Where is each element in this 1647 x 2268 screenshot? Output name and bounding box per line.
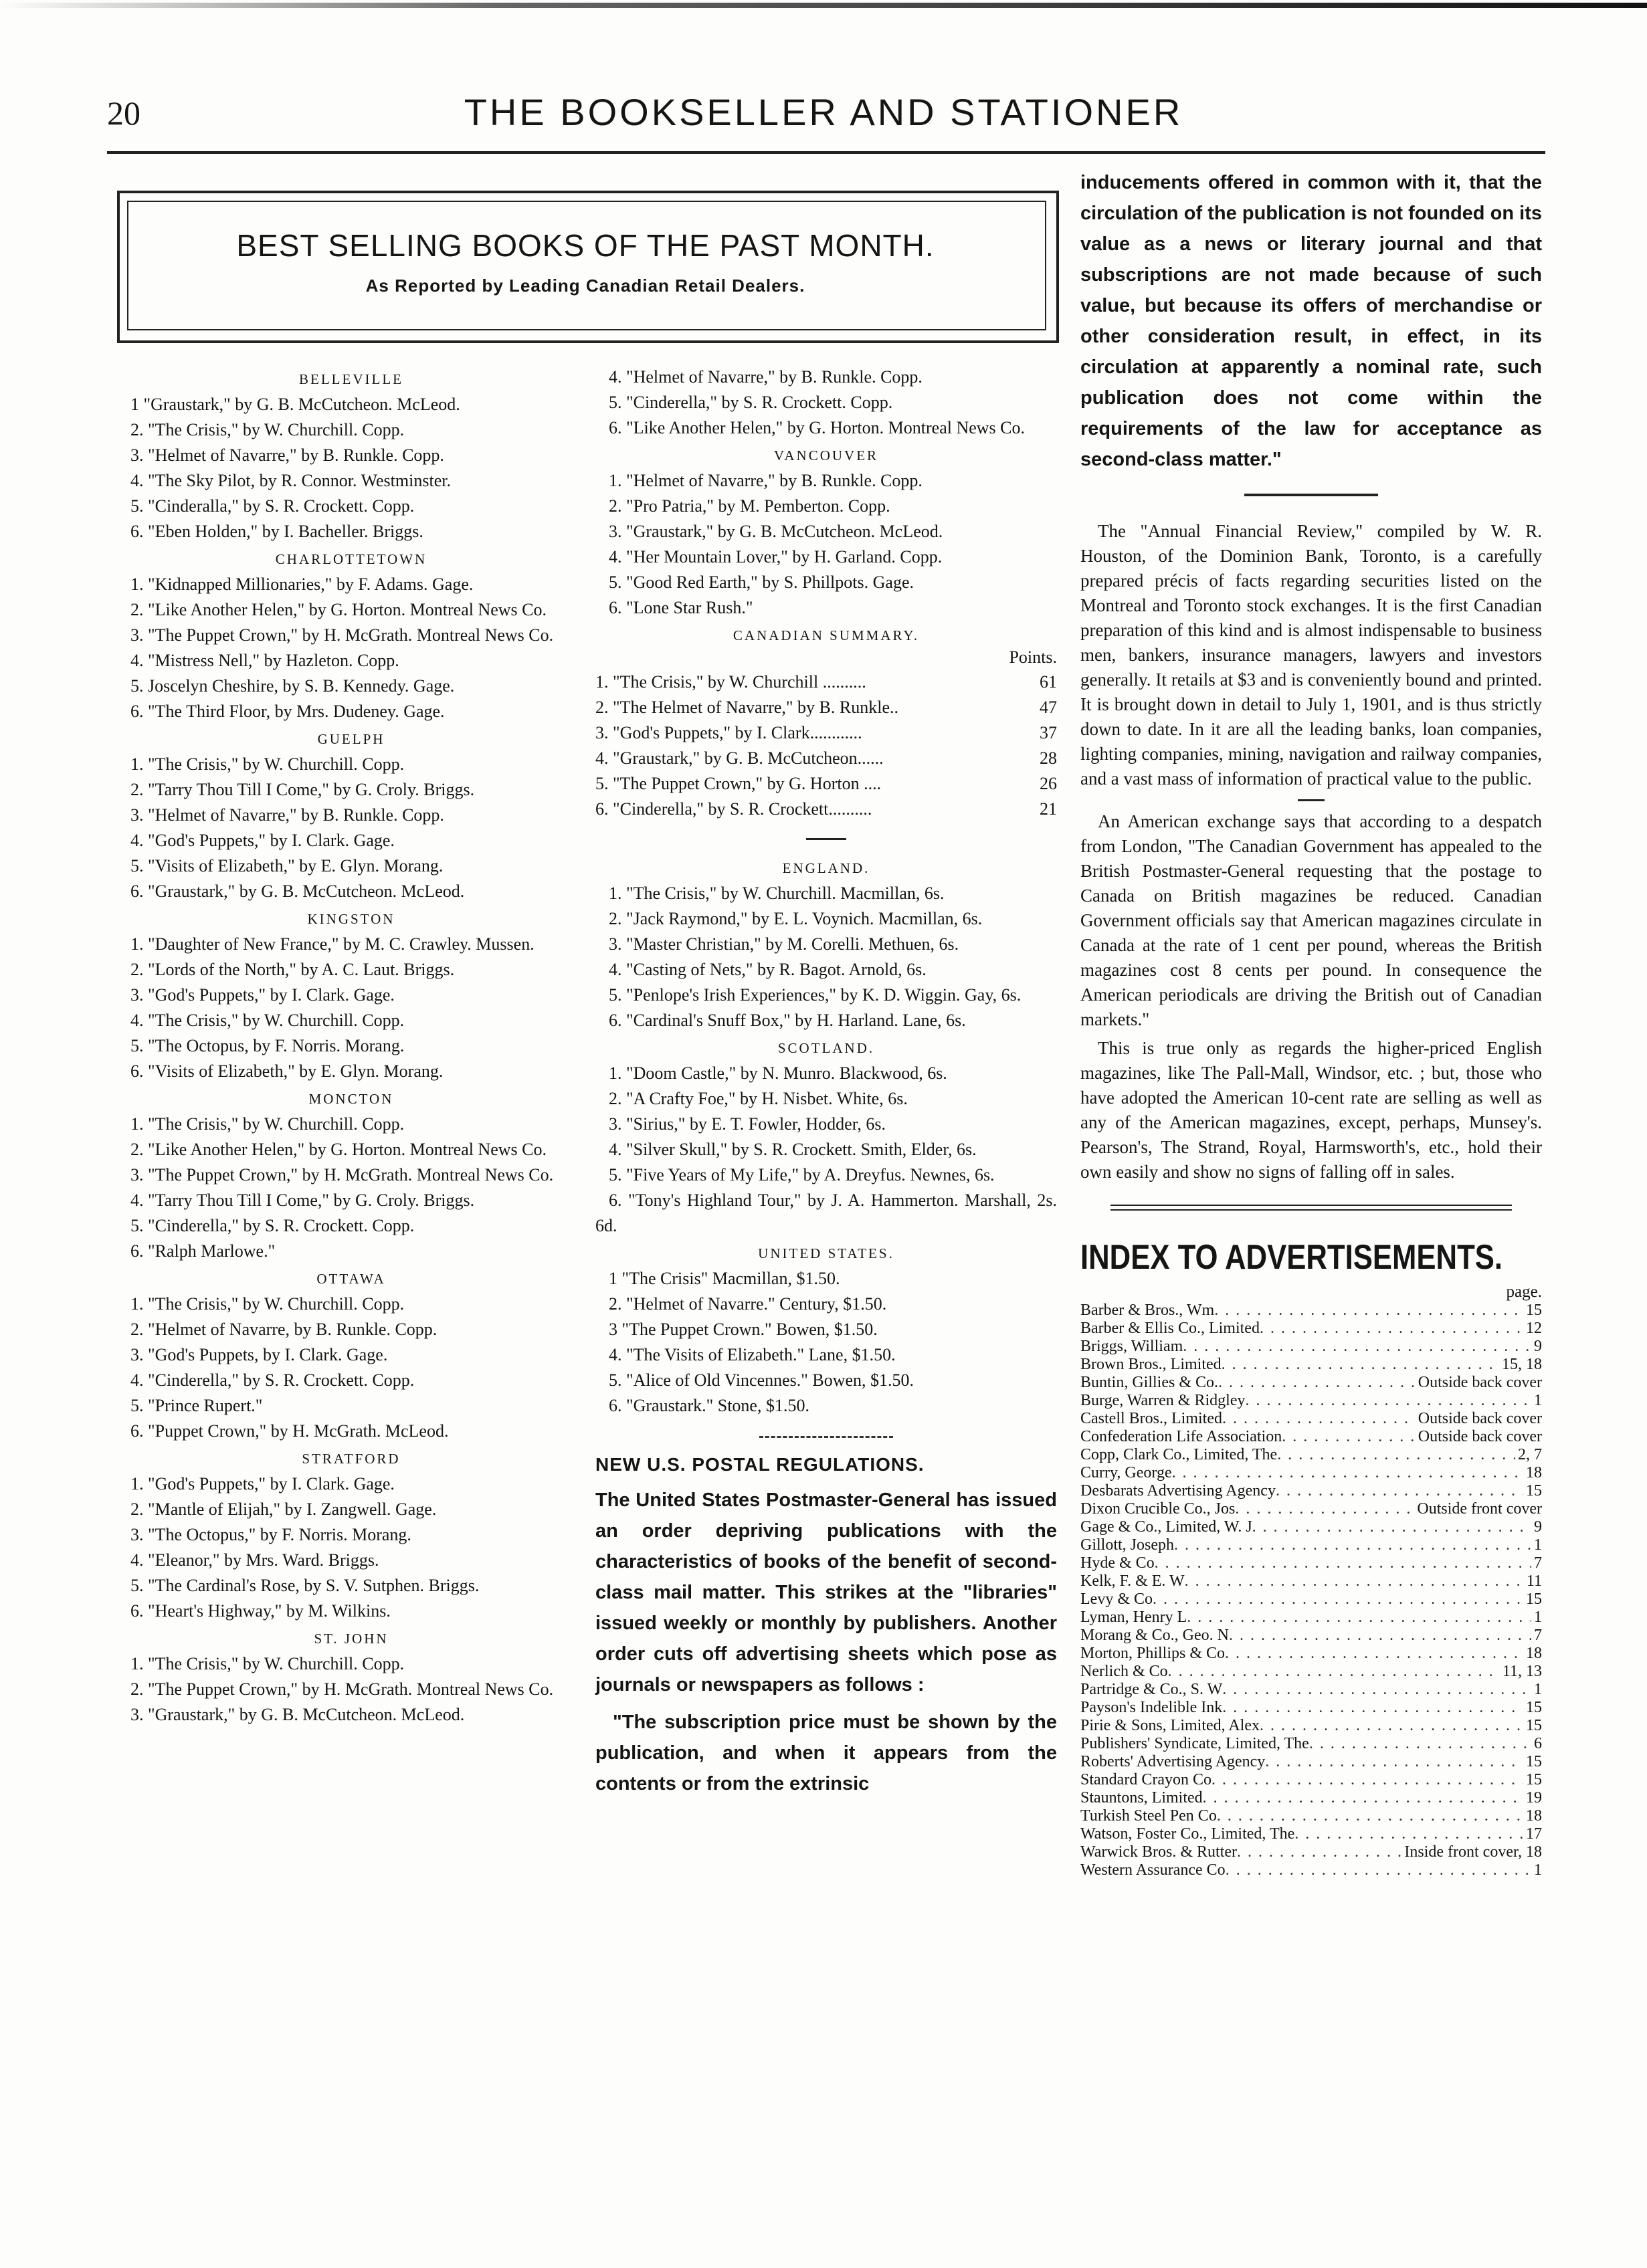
- advertiser-name: Dixon Crucible Co., Jos: [1080, 1500, 1236, 1518]
- advertiser-page: 15: [1526, 1717, 1542, 1734]
- book-entry: 2. "Helmet of Navarre, by B. Runkle. Copp.: [130, 1320, 438, 1339]
- advertiser-name: Publishers' Syndicate, Limited, The: [1080, 1735, 1309, 1752]
- leader-dots: [1217, 1807, 1523, 1825]
- book-entry: 4. "Mistress Nell," by Hazleton. Copp.: [130, 651, 399, 670]
- book-entry: 3. "Helmet of Navarre," by B. Runkle. Copp.: [130, 445, 444, 465]
- summary-points-cell: 61: [1040, 672, 1057, 692]
- index-row: [1080, 1446, 1542, 1464]
- index-table: [1080, 1302, 1542, 1879]
- city-heading: BELLEVILLE: [299, 371, 403, 387]
- leader-dots: [1309, 1735, 1531, 1753]
- summary-title-cell: 6. "Cinderella," by S. R. Crockett..........: [595, 799, 872, 819]
- advertiser-page: 1: [1534, 1609, 1542, 1626]
- summary-row: [595, 797, 1057, 822]
- book-entry: 5. "The Cardinal's Rose, by S. V. Sutphen. Briggs.: [130, 1576, 480, 1595]
- book-entry: 4. "Silver Skull," by S. R. Crockett. Smith, Elder, 6s.: [609, 1140, 977, 1159]
- book-entry: 2. "A Crafty Foe," by H. Nisbet. White, 6s.: [609, 1089, 908, 1108]
- book-entry: 3. "The Puppet Crown," by H. McGrath. Montreal News Co.: [130, 1165, 554, 1184]
- city-heading: SCOTLAND.: [777, 1040, 875, 1056]
- book-entry: 3. "Helmet of Navarre," by B. Runkle. Copp.: [130, 805, 444, 825]
- book-entry: 5. "Cinderalla," by S. R. Crockett. Copp.: [130, 496, 415, 516]
- book-entry: 1. "The Crisis," by W. Churchill. Macmillan, 6s.: [609, 884, 945, 903]
- leader-dots: [1294, 1825, 1523, 1843]
- book-entry: 4. "Tarry Thou Till I Come," by G. Croly. Briggs.: [130, 1191, 475, 1210]
- book-entry: 4. "The Sky Pilot, by R. Connor. Westminster.: [130, 471, 451, 490]
- advertiser-page: 6: [1534, 1735, 1542, 1752]
- city-heading: UNITED STATES.: [758, 1245, 894, 1261]
- points-label: Points.: [1009, 647, 1057, 667]
- advertiser-name: Gage & Co., Limited, W. J: [1080, 1518, 1252, 1536]
- book-entry: 1. "God's Puppets," by I. Clark. Gage.: [130, 1474, 395, 1493]
- advertiser-name: Turkish Steel Pen Co: [1080, 1807, 1217, 1825]
- summary-points-cell: 21: [1040, 799, 1057, 819]
- double-rule: [1110, 1205, 1512, 1211]
- advertiser-name: Burge, Warren & Ridgley: [1080, 1392, 1246, 1409]
- index-row: [1080, 1699, 1542, 1717]
- index-row: [1080, 1771, 1542, 1789]
- book-entry: 4. "The Visits of Elizabeth." Lane, $1.50.: [609, 1345, 896, 1364]
- leader-dots: [1212, 1771, 1523, 1789]
- advertiser-page: Outside front cover: [1417, 1500, 1542, 1518]
- advertiser-page: Outside back cover: [1418, 1374, 1542, 1391]
- leader-dots: [1172, 1464, 1523, 1482]
- book-entry: 3. "The Octopus," by F. Norris. Morang.: [130, 1525, 411, 1544]
- city-heading: STRATFORD: [302, 1451, 401, 1467]
- advertiser-page: 11: [1526, 1572, 1542, 1590]
- leader-dots: [1222, 1356, 1499, 1374]
- leader-dots: [1187, 1609, 1531, 1627]
- book-entry: 4. "Helmet of Navarre," by B. Runkle. Copp.: [609, 367, 923, 387]
- page-number: 20: [107, 94, 140, 132]
- summary-points-cell: 47: [1040, 698, 1057, 717]
- book-entry: 6. "Tony's Highland Tour," by J. A. Hammerton. Marshall, 2s. 6d.: [595, 1191, 1057, 1235]
- advertiser-page: 15: [1526, 1771, 1542, 1788]
- advertiser-page: 9: [1534, 1518, 1542, 1536]
- summary-title-cell: 2. "The Helmet of Navarre," by B. Runkle..: [595, 698, 898, 717]
- advertiser-page: 9: [1534, 1338, 1542, 1355]
- city-heading: ST. JOHN: [314, 1631, 389, 1647]
- book-entry: 2. "Tarry Thou Till I Come," by G. Croly. Briggs.: [130, 780, 475, 799]
- index-row: [1080, 1482, 1542, 1500]
- book-entry: 1. "Kidnapped Millionaries," by F. Adams. Gage.: [130, 575, 474, 594]
- index-row: [1080, 1807, 1542, 1825]
- leader-dots: [1237, 1843, 1401, 1861]
- advertiser-name: Kelk, F. & E. W: [1080, 1572, 1185, 1590]
- book-entry: 3. "The Puppet Crown," by H. McGrath. Montreal News Co.: [130, 625, 554, 645]
- column-rule: [1244, 494, 1378, 496]
- book-entry: 1. "Daughter of New France," by M. C. Crawley. Mussen.: [130, 934, 535, 954]
- book-entry: 6. "Lone Star Rush.": [609, 598, 753, 617]
- index-row: [1080, 1500, 1542, 1518]
- advertiser-name: Watson, Foster Co., Limited, The: [1080, 1825, 1295, 1843]
- index-row: [1080, 1428, 1542, 1446]
- summary-table: [595, 669, 1057, 822]
- book-entry: 6. "Visits of Elizabeth," by E. Glyn. Morang.: [130, 1061, 444, 1081]
- postal-paragraph: The United States Postmaster-General has issued an order depriving publications with the characteristics of books of the benefit of second-class mail matter. This strikes at the "libraries" issued weekly or monthly by publishers. Another order cuts off advertising sheets which pose as journals or newspapers as follows :: [595, 1489, 1057, 1695]
- leader-dots: [1229, 1627, 1531, 1645]
- city-heading: KINGSTON: [307, 911, 395, 927]
- magazines-paragraph: This is true only as regards the higher-priced English magazines, like The Pall-Mall, Windsor, etc. ; but, those who have adopted the American 10-cent rate are selling as well as any of the American magazines, except, perhaps, Munsey's. Pearson's, The Strand, Royal, Harmsworth's, etc., hold their own easily and show no signs of falling off in sales.: [1080, 1038, 1542, 1182]
- index-row: [1080, 1392, 1542, 1410]
- book-entry: 4. "God's Puppets," by I. Clark. Gage.: [130, 831, 395, 850]
- leader-dots: [1260, 1717, 1523, 1735]
- index-row: [1080, 1825, 1542, 1843]
- index-page-label: page.: [1506, 1283, 1542, 1301]
- leader-dots: [1265, 1753, 1523, 1771]
- book-entry: 1. "The Crisis," by W. Churchill. Copp.: [130, 1294, 405, 1314]
- advertiser-name: Partridge & Co., S. W: [1080, 1681, 1223, 1698]
- advertiser-page: 15: [1526, 1699, 1542, 1716]
- book-entry: 1. "The Crisis," by W. Churchill. Copp.: [130, 754, 405, 774]
- top-scan-edge: [0, 3, 1647, 8]
- title-box-inner-frame: [127, 201, 1046, 330]
- summary-points-cell: 37: [1040, 723, 1057, 742]
- book-entry: 4. "Cinderella," by S. R. Crockett. Copp.: [130, 1370, 415, 1390]
- summary-title-cell: 3. "God's Puppets," by I. Clark............: [595, 723, 862, 742]
- book-entry: 6. "Heart's Highway," by M. Wilkins.: [130, 1601, 391, 1621]
- city-lists: [595, 447, 1057, 621]
- book-entry: 5. "Cinderella," by S. R. Crockett. Copp.: [130, 1216, 415, 1235]
- index-row: [1080, 1374, 1542, 1392]
- advertiser-page: 7: [1534, 1627, 1542, 1644]
- leader-dots: [1214, 1302, 1523, 1320]
- advertiser-name: Hyde & Co: [1080, 1554, 1155, 1572]
- index-row: [1080, 1554, 1542, 1572]
- city-heading: ENGLAND.: [782, 860, 870, 876]
- book-entry: 5. "Alice of Old Vincennes." Bowen, $1.50.: [609, 1370, 914, 1390]
- index-row: [1080, 1356, 1542, 1374]
- index-row: [1080, 1518, 1542, 1536]
- leader-dots: [1183, 1338, 1531, 1356]
- book-entry: 2. "Like Another Helen," by G. Horton. Montreal News Co.: [130, 600, 547, 619]
- index-row: [1080, 1789, 1542, 1807]
- leader-dots: [1153, 1590, 1523, 1609]
- summary-row: [595, 771, 1057, 797]
- index-row: [1080, 1681, 1542, 1699]
- book-entry: 5. "Cinderella," by S. R. Crockett. Copp.: [609, 393, 893, 412]
- advertiser-page: 1: [1534, 1392, 1542, 1409]
- advertiser-name: Stauntons, Limited: [1080, 1789, 1203, 1807]
- book-entry: 6. "Ralph Marlowe.": [130, 1241, 276, 1261]
- summary-title-cell: 1. "The Crisis," by W. Churchill ..........: [595, 672, 866, 692]
- advertiser-name: Payson's Indelible Ink: [1080, 1699, 1223, 1716]
- leader-dots: [1174, 1536, 1531, 1554]
- index-row: [1080, 1861, 1542, 1879]
- leader-dots: [1252, 1518, 1531, 1536]
- advertiser-name: Barber & Bros., Wm: [1080, 1302, 1215, 1319]
- city-heading: VANCOUVER: [773, 447, 879, 463]
- index-row: [1080, 1410, 1542, 1428]
- city-heading: CHARLOTTETOWN: [275, 551, 427, 567]
- book-entry: 2. "Jack Raymond," by E. L. Voynich. Macmillan, 6s.: [609, 909, 983, 928]
- book-entry: 3. "Sirius," by E. T. Fowler, Hodder, 6s.: [609, 1114, 886, 1134]
- index-row: [1080, 1536, 1542, 1554]
- book-entry: 1. "The Crisis," by W. Churchill. Copp.: [130, 1114, 405, 1134]
- index-row: [1080, 1627, 1542, 1645]
- postal-heading: NEW U.S. POSTAL REGULATIONS.: [595, 1454, 925, 1475]
- advertiser-name: Morton, Phillips & Co: [1080, 1645, 1226, 1662]
- book-entry: 2. "Mantle of Elijah," by I. Zangwell. Gage.: [130, 1500, 437, 1519]
- advertiser-name: Barber & Ellis Co., Limited: [1080, 1320, 1260, 1337]
- leader-dots: [1168, 1663, 1500, 1681]
- advertiser-page: 12: [1526, 1320, 1542, 1337]
- advertiser-name: Western Assurance Co: [1080, 1861, 1226, 1879]
- advertiser-page: 7: [1534, 1554, 1542, 1572]
- book-entry: 5. "Five Years of My Life," by A. Dreyfus. Newnes, 6s.: [609, 1165, 995, 1184]
- book-entry: 6. "Cardinal's Snuff Box," by H. Harland. Lane, 6s.: [609, 1011, 966, 1030]
- index-row: [1080, 1320, 1542, 1338]
- book-entry: 6. "The Third Floor, by Mrs. Dudeney. Gage.: [130, 702, 445, 721]
- book-entry: 4. "Her Mountain Lover," by H. Garland. Copp.: [609, 547, 943, 566]
- book-entry: 6. "Graustark." Stone, $1.50.: [609, 1396, 809, 1415]
- summary-points-cell: 26: [1040, 774, 1057, 793]
- book-entry: 4. "Casting of Nets," by R. Bagot. Arnold, 6s.: [609, 960, 927, 979]
- exchange-paragraph: An American exchange says that according to a despatch from London, "The Canadian Government has appealed to the British Postmaster-General requesting that the postage to Canada on British magazines be reduced. Canadian Government officials say that American magazines circulate in Canada at the rate of 1 cent per pound, whereas the British magazines cost 8 cents per pound. In consequence the American periodicals are driving the British out of Canadian markets.": [1080, 811, 1542, 1029]
- leader-dots: [1218, 1374, 1416, 1392]
- book-entry: 2. "Helmet of Navarre." Century, $1.50.: [609, 1294, 887, 1314]
- index-row: [1080, 1843, 1542, 1861]
- advertiser-name: Briggs, William: [1080, 1338, 1183, 1355]
- advertiser-page: 15: [1526, 1753, 1542, 1770]
- advertiser-name: Confederation Life Association: [1080, 1428, 1282, 1445]
- advertiser-page: 19: [1526, 1789, 1542, 1807]
- advertiser-name: Standard Crayon Co: [1080, 1771, 1212, 1788]
- advertiser-page: Inside front cover, 18: [1404, 1843, 1542, 1861]
- advertiser-name: Gillott, Joseph: [1080, 1536, 1175, 1554]
- advertiser-name: Nerlich & Co: [1080, 1663, 1168, 1680]
- summary-row: [595, 669, 1057, 695]
- column-two: [595, 365, 1057, 1806]
- advertiser-name: Roberts' Advertising Agency: [1080, 1753, 1266, 1770]
- advertiser-page: 15, 18: [1502, 1356, 1542, 1373]
- foreign-lists: [595, 860, 1057, 1419]
- advertiser-page: 18: [1526, 1807, 1542, 1825]
- advertiser-name: Copp, Clark Co., Limited, The: [1080, 1446, 1278, 1463]
- book-entry: 2. "Like Another Helen," by G. Horton. Montreal News Co.: [130, 1140, 547, 1159]
- advertiser-name: Buntin, Gillies & Co.: [1080, 1374, 1219, 1391]
- advertiser-page: 18: [1526, 1464, 1542, 1481]
- index-row: [1080, 1753, 1542, 1771]
- best-sellers-subtitle: As Reported by Leading Canadian Retail Dealers.: [365, 276, 805, 296]
- leader-dots: [1225, 1645, 1523, 1663]
- leader-dots: [1155, 1554, 1531, 1572]
- book-entry: 2. "Lords of the North," by A. C. Laut. Briggs.: [130, 960, 455, 979]
- book-entry: 3. "God's Puppets, by I. Clark. Gage.: [130, 1345, 388, 1364]
- book-entry: 1. "The Crisis," by W. Churchill. Copp.: [130, 1654, 405, 1673]
- index-row: [1080, 1645, 1542, 1663]
- book-entry: 1. "Helmet of Navarre," by B. Runkle. Copp.: [609, 471, 923, 490]
- index-row: [1080, 1464, 1542, 1482]
- advertiser-page: 15: [1526, 1482, 1542, 1500]
- summary-row: [595, 746, 1057, 771]
- index-title: INDEX TO ADVERTISEMENTS.: [1080, 1238, 1503, 1277]
- book-entry: 4. "The Crisis," by W. Churchill. Copp.: [130, 1011, 405, 1030]
- summary-title-cell: 5. "The Puppet Crown," by G. Horton ....: [595, 774, 882, 793]
- index-row: [1080, 1302, 1542, 1320]
- advertiser-name: Desbarats Advertising Agency: [1080, 1482, 1276, 1500]
- postal-continued: inducements offered in common with it, that the circulation of the publication is not founded on its value as a news or literary journal and that subscriptions are not made because of such value, but because its offers of merchandise or other consideration result, in effect, in its circulation at apparently a nominal rate, such publication does not come within the requirements of the law for acceptance as second-class matter.": [1080, 172, 1542, 470]
- leader-dots: [1277, 1446, 1515, 1464]
- index-row: [1080, 1572, 1542, 1590]
- advertiser-page: Outside back cover: [1418, 1410, 1542, 1427]
- index-row: [1080, 1590, 1542, 1609]
- advertiser-page: 2, 7: [1518, 1446, 1542, 1463]
- book-entry: 6. "Like Another Helen," by G. Horton. Montreal News Co.: [609, 418, 1026, 437]
- book-entry: 5. "The Octopus, by F. Norris. Morang.: [130, 1036, 405, 1055]
- summary-row: [595, 695, 1057, 720]
- postal-quote: "The subscription price must be shown by the publication, and when it appears from the contents or from the extrinsic: [595, 1712, 1057, 1794]
- book-entry: 1 "The Crisis" Macmillan, $1.50.: [609, 1269, 840, 1288]
- leader-dots: [1235, 1500, 1414, 1518]
- advertiser-page: 18: [1526, 1645, 1542, 1662]
- summary-row: [595, 720, 1057, 746]
- header-rule: [107, 151, 1545, 154]
- section-separator: [759, 1436, 893, 1438]
- index-row: [1080, 1735, 1542, 1753]
- leader-dots: [1185, 1572, 1524, 1590]
- advertiser-page: 15: [1526, 1302, 1542, 1319]
- book-entry: 6. "Graustark," by G. B. McCutcheon. McLeod.: [130, 882, 465, 901]
- leader-dots: [1222, 1410, 1416, 1428]
- summary-title: CANADIAN SUMMARY.: [733, 627, 920, 643]
- leader-dots: [1260, 1320, 1523, 1338]
- leader-dots: [1222, 1699, 1523, 1717]
- city-heading: OTTAWA: [316, 1271, 386, 1287]
- advertiser-name: Morang & Co., Geo. N: [1080, 1627, 1229, 1644]
- book-entry: 5. "Prince Rupert.": [130, 1396, 263, 1415]
- book-entry: 6. "Eben Holden," by I. Bacheller. Briggs.: [130, 522, 423, 541]
- leader-dots: [1282, 1428, 1415, 1446]
- leader-dots: [1222, 1681, 1531, 1699]
- summary-points-cell: 28: [1040, 748, 1057, 768]
- leader-dots: [1226, 1861, 1531, 1879]
- book-entry: 2. "The Puppet Crown," by H. McGrath. Montreal News Co.: [130, 1679, 554, 1699]
- book-entry: 3. "God's Puppets," by I. Clark. Gage.: [130, 985, 395, 1005]
- book-entry: 5. "Good Red Earth," by S. Phillpots. Gage.: [609, 573, 914, 592]
- book-entry: 3. "Master Christian," by M. Corelli. Methuen, 6s.: [609, 934, 959, 954]
- book-entry: 5. "Penlope's Irish Experiences," by K. D. Wiggin. Gay, 6s.: [609, 985, 1022, 1005]
- advertiser-name: Levy & Co: [1080, 1590, 1153, 1608]
- running-head: THE BOOKSELLER AND STATIONER: [464, 91, 1183, 133]
- advertiser-name: Castell Bros., Limited: [1080, 1410, 1222, 1427]
- advertiser-page: 1: [1534, 1536, 1542, 1554]
- advertiser-page: 15: [1526, 1590, 1542, 1608]
- city-heading: GUELPH: [317, 731, 385, 747]
- leader-dots: [1245, 1392, 1531, 1410]
- leader-dots: [1276, 1482, 1523, 1500]
- advertiser-page: 1: [1534, 1861, 1542, 1879]
- book-entry: 1 "Graustark," by G. B. McCutcheon. McLeod.: [130, 395, 460, 414]
- belleville-continued: [595, 365, 1057, 441]
- book-entry: 2. "The Crisis," by W. Churchill. Copp.: [130, 420, 405, 439]
- advertiser-name: Warwick Bros. & Rutter: [1080, 1843, 1238, 1861]
- book-entry: 3. "Graustark," by G. B. McCutcheon. McLeod.: [130, 1705, 465, 1724]
- book-entry: 6. "Puppet Crown," by H. McGrath. McLeod.: [130, 1421, 449, 1441]
- book-entry: 5. "Visits of Elizabeth," by E. Glyn. Morang.: [130, 856, 444, 875]
- index-row: [1080, 1338, 1542, 1356]
- advertiser-page: 17: [1526, 1825, 1542, 1843]
- summary-title-cell: 4. "Graustark," by G. B. McCutcheon......: [595, 748, 884, 768]
- column-three: [1080, 167, 1542, 1879]
- financial-review-paragraph: The "Annual Financial Review," compiled by W. R. Houston, of the Dominion Bank, Toronto, is a carefully prepared précis of facts regarding securities listed on the Montreal and Toronto stock exchanges. It is the first Canadian preparation of this kind and is almost indispensable to business men, bankers, insurance managers, lawyers and investors generally. It retails at $3 and is conveniently bound and printed. It is brought down in detail to July 1, 1901, and is thus strictly down to date. In it are all the leading banks, loan companies, lighting companies, mining, navigation and railway companies, and a vast mass of information of practical value to the public.: [1080, 521, 1542, 789]
- book-entry: 2. "Pro Patria," by M. Pemberton. Copp.: [609, 496, 890, 516]
- best-sellers-title: BEST SELLING BOOKS OF THE PAST MONTH.: [236, 228, 935, 263]
- short-dash-rule: [1298, 799, 1325, 801]
- index-row: [1080, 1663, 1542, 1681]
- advertiser-page: 11, 13: [1502, 1663, 1542, 1680]
- summary-rule: [806, 838, 846, 840]
- book-entry: 1. "Doom Castle," by N. Munro. Blackwood, 6s.: [609, 1063, 947, 1083]
- index-row: [1080, 1717, 1542, 1735]
- advertiser-name: Pirie & Sons, Limited, Alex: [1080, 1717, 1260, 1734]
- book-entry: 4. "Eleanor," by Mrs. Ward. Briggs.: [130, 1550, 379, 1570]
- book-entry: 5. Joscelyn Cheshire, by S. B. Kennedy. Gage.: [130, 676, 455, 696]
- column-one: [117, 365, 585, 1728]
- advertiser-page: Outside back cover: [1418, 1428, 1542, 1445]
- city-heading: MONCTON: [308, 1091, 394, 1107]
- advertiser-name: Brown Bros., Limited: [1080, 1356, 1222, 1373]
- book-entry: 3. "Graustark," by G. B. McCutcheon. McLeod.: [609, 522, 943, 541]
- advertiser-page: 1: [1534, 1681, 1542, 1698]
- index-row: [1080, 1609, 1542, 1627]
- leader-dots: [1203, 1789, 1523, 1807]
- book-entry: 3 "The Puppet Crown." Bowen, $1.50.: [609, 1320, 878, 1339]
- advertiser-name: Curry, George: [1080, 1464, 1172, 1481]
- advertiser-name: Lyman, Henry L: [1080, 1609, 1187, 1626]
